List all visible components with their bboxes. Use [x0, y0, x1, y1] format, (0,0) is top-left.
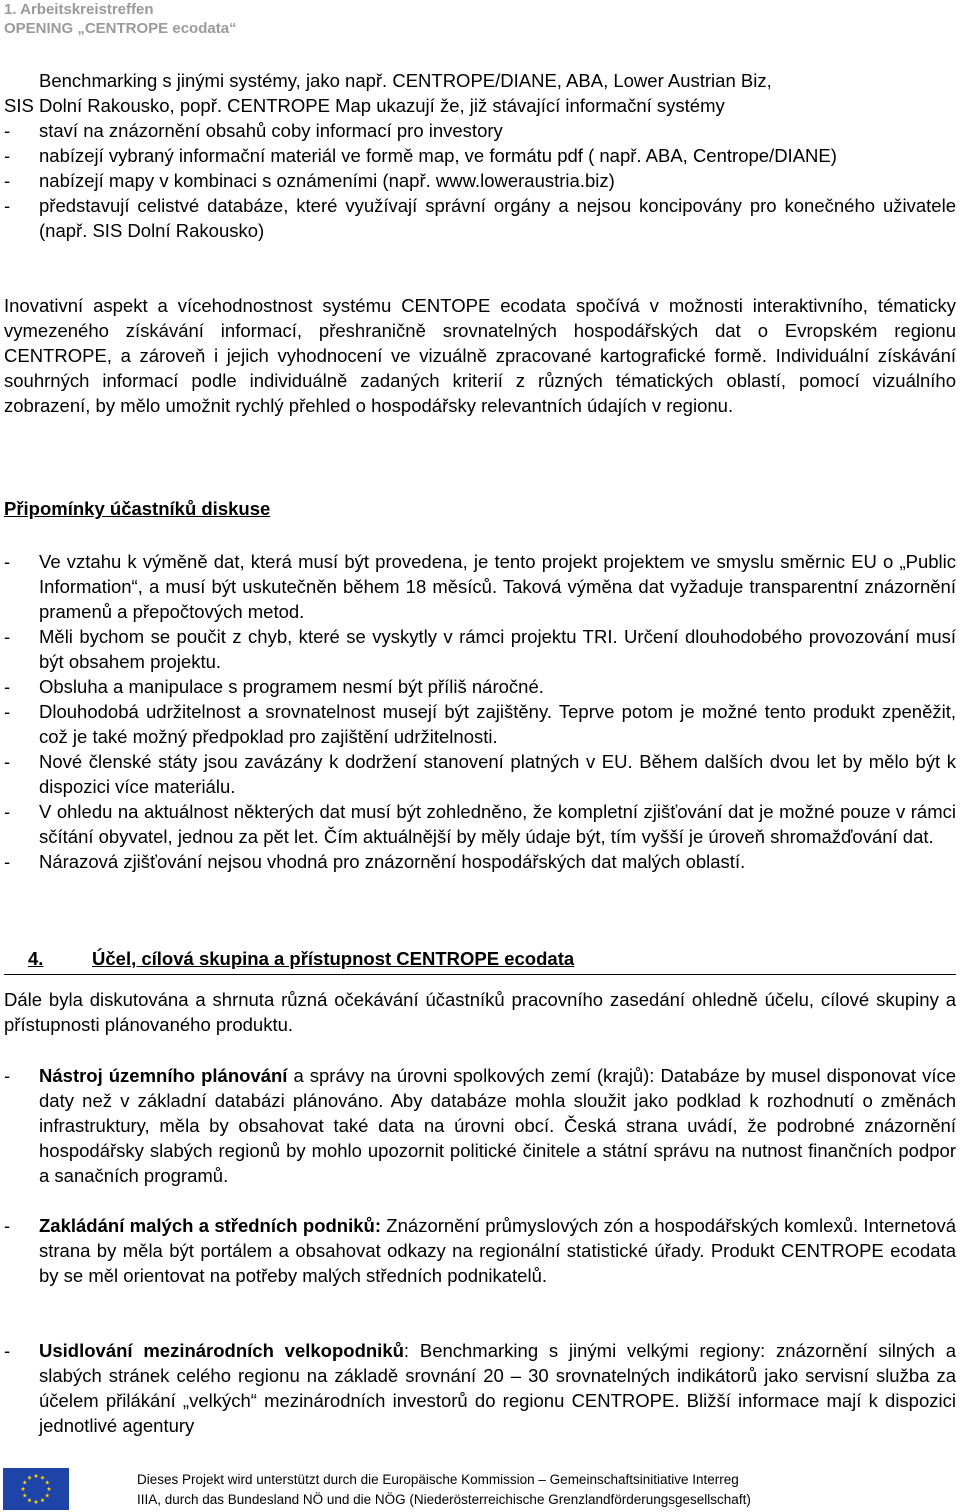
intro-line-2: SIS Dolní Rakousko, popř. CENTROPE Map ukazují že, již stávající informační systémy	[4, 95, 725, 116]
intro-paragraph: Inovativní aspekt a vícehodnostnost systému CENTOPE ecodata spočívá v možnosti interaktivního, tématicky vymezeného získávání informací, přeshraničně srovnatelných hospodářských dat o Evropském regionu CENTROPE, a zároveň i jejich vyhodnocení ve vizuálně zpracované kartografické formě. Individuální získávání souhrných informací podle individuálně zadaných kriterií z různých tématických oblastí, pomocí vizuálního zobrazení, by mělo umožnit rychlý přehled o hospodářsky relevantních údajích v regionu.	[4, 295, 956, 416]
purpose-item	[4, 1063, 956, 1188]
section-4-item-3	[4, 1338, 956, 1438]
header-line-2: OPENING „CENTROPE ecodata“	[4, 20, 237, 37]
header-line-1: 1. Arbeitskreistreffen	[4, 1, 154, 18]
purpose-term: Zakládání malých a středních podniků:	[39, 1215, 381, 1236]
purpose-text: : Benchmarking s jinými velkými regiony: znázornění silných a slabých stránek celého regionu na základě srovnání 20 – 30 srovnatelných indikátorů jako servisní služba za účelem přilákání „velkých“ mezinárodních investorů do regionu CENTROPE. Bližší informace mají k dispozici jednotlivé agentury	[39, 1340, 956, 1436]
comment-item: - Nové členské státy jsou zavázány k dodržení stanovení platných v EU. Během dalších dvou let by mělo být k dispozici více materiálu.	[4, 749, 956, 799]
section-4-item-2	[4, 1213, 956, 1288]
eu-flag-icon	[3, 1468, 69, 1510]
intro-bullet: - nabízejí mapy v kombinaci s oznámeními (např. www.loweraustria.biz)	[4, 168, 956, 193]
section-4-intro-block	[4, 987, 956, 1037]
purpose-item	[4, 1338, 956, 1438]
intro-bullet: - nabízejí vybraný informační materiál ve formě map, ve formátu pdf ( např. ABA, Centrope/DIANE)	[4, 143, 956, 168]
comment-item: - V ohledu na aktuálnost některých dat musí být zohledněno, že kompletní zjišťování dat je možné pouze v rámci sčítání obyvatel, jednou za pět let. Čím aktuálnější by měly údaje být, tím vyšší je úroveň shromažďování dat.	[4, 799, 956, 849]
section-title: Účel, cílová skupina a přístupnost CENTROPE ecodata	[92, 948, 575, 969]
footer-line-2: IIIA, durch das Bundesland NÖ und die NÖG (Niederösterreichische Grenzlandförderungsgesellschaft)	[137, 1492, 751, 1507]
intro-paragraph-block	[4, 293, 956, 418]
intro-bullet: - staví na znázornění obsahů coby informací pro investory	[4, 118, 956, 143]
section-4-heading	[4, 948, 956, 975]
purpose-term: Usidlování mezinárodních velkopodniků	[39, 1340, 404, 1361]
footer-line-1: Dieses Projekt wird unterstützt durch die Europäische Kommission – Gemeinschaftsinitiative Interreg	[137, 1472, 739, 1487]
purpose-text: Znázornění průmyslových zón a hospodářských komlexů. Internetová strana by měla být portálem a obsahovat odkazy na regionální statistické úřady. Produkt CENTROPE ecodata by se měl orientovat na potřeby malých středních podnikatelů.	[39, 1215, 956, 1286]
footer	[0, 1464, 960, 1512]
section-4-intro: Dále byla diskutována a shrnuta různá očekávání účastníků pracovního zasedání ohledně účelu, cílové skupiny a přístupnosti plánovaného produktu.	[4, 989, 956, 1035]
intro-bullet: - představují celistvé databáze, které využívají správní orgány a nejsou koncipovány pro konečného uživatele (např. SIS Dolní Rakousko)	[4, 193, 956, 243]
comment-item: - Nárazová zjišťování nejsou vhodná pro znázornění hospodářských dat malých oblastí.	[4, 849, 956, 874]
comments-list	[4, 549, 956, 874]
purpose-item	[4, 1213, 956, 1288]
footer-text	[137, 1470, 751, 1510]
comment-item: - Obsluha a manipulace s programem nesmí být příliš náročné.	[4, 674, 956, 699]
purpose-text: a správy na úrovni spolkových zemí (krajů): Databáze by musel disponovat více daty než v základní databázi plánováno. Aby databáze mohla sloužit jako podklad k rozhodnutí o změnách infrastruktury, měla by obsahovat také data na úrovni obcí. Česká strana uvádí, že podrobné znázornění hospodářsky slabých regionů by mohlo upozornit politické činitele a státní správu na nutnost finančních podpor a sanačních programů.	[39, 1065, 957, 1186]
section-4-item-1	[4, 1063, 956, 1188]
intro-line-1: Benchmarking s jinými systémy, jako např. CENTROPE/DIANE, ABA, Lower Austrian Biz,	[39, 70, 772, 91]
section-number: 4.	[28, 948, 44, 969]
comment-item: - Ve vztahu k výměně dat, která musí být provedena, je tento projekt projektem ve smyslu směrnic EU o „Public Information“, a musí být uskutečněn během 18 měsíců. Taková výměna dat vyžaduje transparentní znázornění pramenů a přepočtových metod.	[4, 549, 956, 624]
comment-item: - Dlouhodobá udržitelnost a srovnatelnost musejí být zajištěny. Teprve potom je možné tento produkt zpeněžit, což je také možný předpoklad pro zajištění udržitelnosti.	[4, 699, 956, 749]
purpose-term: Nástroj územního plánování	[39, 1065, 288, 1086]
comment-item: - Měli bychom se poučit z chyb, které se vyskytly v rámci projektu TRI. Určení dlouhodobého provozování musí být obsahem projektu.	[4, 624, 956, 674]
intro-section	[4, 68, 956, 243]
comments-section	[4, 496, 956, 521]
running-header	[4, 0, 237, 38]
comments-heading: Připomínky účastníků diskuse	[4, 498, 271, 519]
